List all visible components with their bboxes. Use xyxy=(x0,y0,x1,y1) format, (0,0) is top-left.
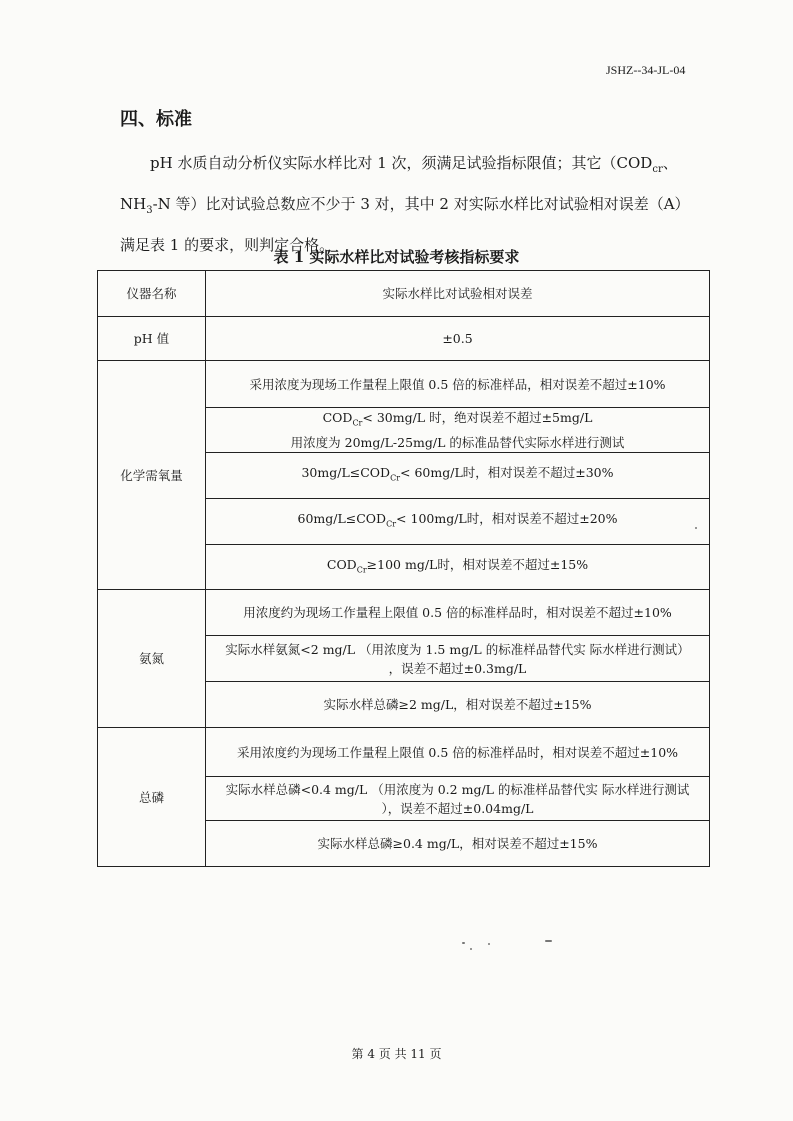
table-row xyxy=(98,728,710,777)
table-row xyxy=(98,317,710,361)
header-instrument-name: 仪器名称 xyxy=(98,271,206,317)
page-footer: 第 4 页 共 11 页 xyxy=(351,1047,442,1061)
standard-paragraph xyxy=(120,146,690,262)
cod-subscript: Cr xyxy=(352,418,363,428)
header-relative-error: 实际水样比对试验相对误差 xyxy=(206,271,710,317)
tp-criterion-2-line-1: 实际水样总磷<0.4 mg/L （用浓度为 0.2 mg/L 的标准样品替代实 际水样进行测试 xyxy=(225,781,690,797)
tp-criterion-2-line-2: ），误差不超过±0.04mg/L xyxy=(381,800,534,816)
ammonia-name-cell: 氨氮 xyxy=(98,590,206,728)
scan-speck xyxy=(470,948,472,950)
ammonia-criterion-3: 实际水样总磷≥2 mg/L，相对误差不超过±15% xyxy=(206,682,710,728)
ph-value-cell: ±0.5 xyxy=(206,317,710,361)
cod-criterion-2-line-1 xyxy=(212,408,703,433)
cod-criterion-4-pre: 60mg/L≤COD xyxy=(297,511,387,527)
ammonia-criterion-1: 用浓度约为现场工作量程上限值 0.5 倍的标准样品时，相对误差不超过±10% xyxy=(206,590,710,636)
ammonia-criterion-2-line-1: 实际水样氨氮<2 mg/L （用浓度为 1.5 mg/L 的标准样品替代实 际水样进行测试） xyxy=(225,641,690,657)
table-row xyxy=(98,590,710,636)
paragraph-subscript-1: cr xyxy=(652,164,663,175)
cod-subscript: Cr xyxy=(386,519,397,529)
cod-name-cell: 化学需氧量 xyxy=(98,361,206,590)
cod-criterion-2-line-2: 用浓度为 20mg/L-25mg/L 的标准品替代实际水样进行测试 xyxy=(290,434,625,450)
scan-speck xyxy=(488,943,490,945)
cod-criterion-4-post: < 100mg/L时，相对误差不超过±20% xyxy=(396,511,618,527)
cod-criterion-5-post: ≥100 mg/L时，相对误差不超过±15% xyxy=(366,556,589,572)
scan-speck xyxy=(695,527,697,529)
cod-criterion-3-post: < 60mg/L时，相对误差不超过±30% xyxy=(400,465,614,481)
cod-criterion-1: 采用浓度为现场工作量程上限值 0.5 倍的标准样品，相对误差不超过±10% xyxy=(206,361,710,408)
table-row xyxy=(98,361,710,408)
table-header-row xyxy=(98,271,710,317)
tp-name-cell: 总磷 xyxy=(98,728,206,867)
cod-criterion-5 xyxy=(206,545,710,590)
tp-criterion-2 xyxy=(206,777,710,821)
paragraph-text-1: pH 水质自动分析仪实际水样比对 1 次，须满足试验指标限值；其它（COD xyxy=(150,154,653,172)
cod-subscript: Cr xyxy=(390,473,401,483)
tp-criterion-3: 实际水样总磷≥0.4 mg/L，相对误差不超过±15% xyxy=(206,821,710,867)
cod-criterion-5-pre: COD xyxy=(326,556,357,572)
cod-criterion-3-pre: 30mg/L≤COD xyxy=(301,465,391,481)
scan-speck xyxy=(545,940,552,942)
cod-criterion-3 xyxy=(206,453,710,499)
paragraph-text-3: -N 等）比对试验总数应不少于 3 对，其中 2 对实际水样比对试验相对误差（A）满足表 1 的要求，则判定合格。 xyxy=(120,195,690,254)
ph-name-cell: pH 值 xyxy=(98,317,206,361)
paragraph-subscript-2: 3 xyxy=(146,205,153,216)
tp-criterion-1: 采用浓度约为现场工作量程上限值 0.5 倍的标准样品时，相对误差不超过±10% xyxy=(206,728,710,777)
section-title: 四、标准 xyxy=(120,109,192,130)
cod-criterion-4 xyxy=(206,499,710,545)
table-caption: 表 1 实际水样比对试验考核指标要求 xyxy=(273,248,520,266)
requirements-table xyxy=(97,270,710,867)
scan-speck xyxy=(462,942,465,944)
cod-criterion-2-text: < 30mg/L 时，绝对误差不超过±5mg/L xyxy=(362,410,593,426)
document-code: JSHZ--34-JL-04 xyxy=(606,63,686,77)
cod-subscript: Cr xyxy=(356,565,367,575)
cod-label: COD xyxy=(322,410,353,426)
paragraph-text-2: 、NH xyxy=(120,154,678,213)
ammonia-criterion-2-line-2: ，误差不超过±0.3mg/L xyxy=(388,660,527,676)
cod-criterion-2 xyxy=(206,408,710,453)
ammonia-criterion-2 xyxy=(206,636,710,682)
